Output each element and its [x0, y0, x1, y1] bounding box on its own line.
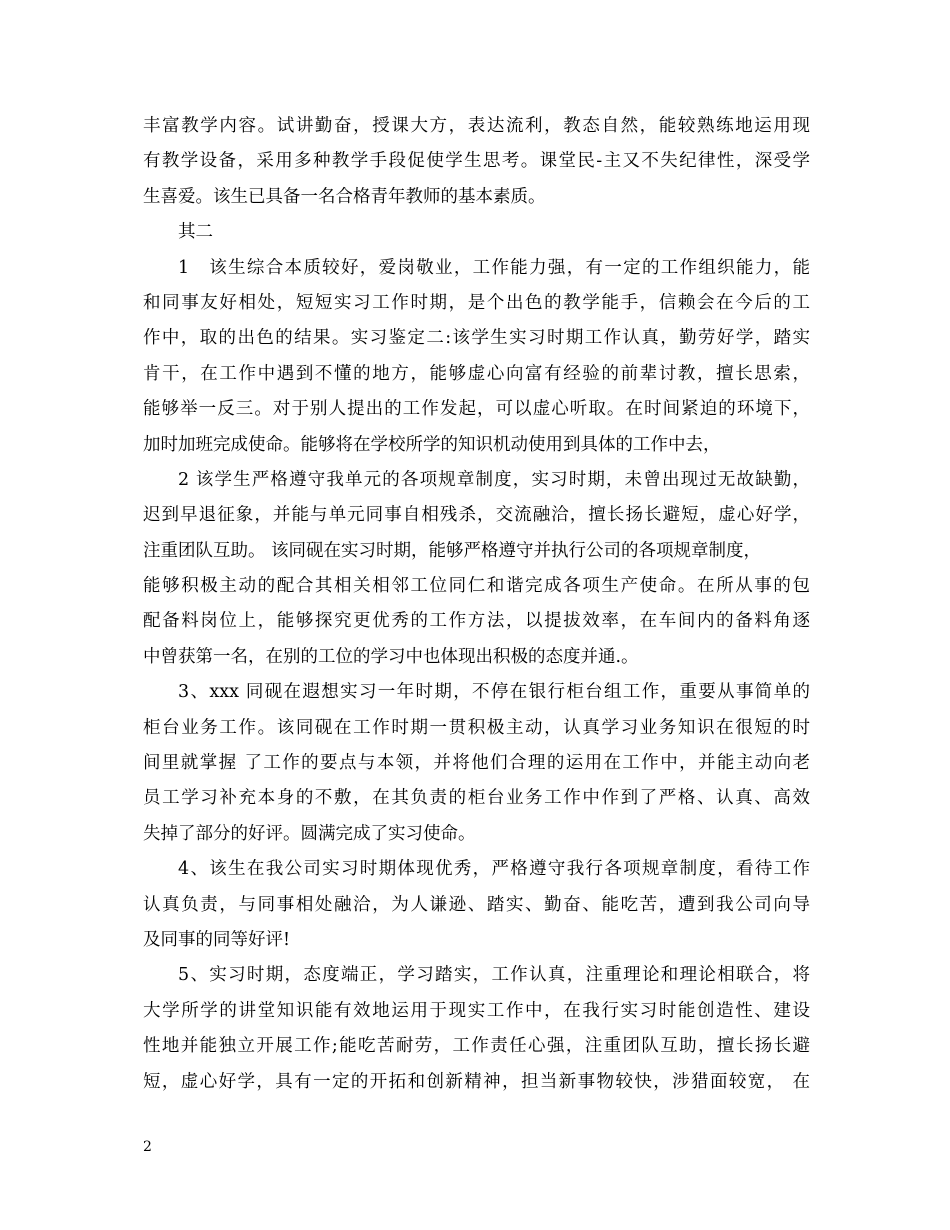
- text-line: 丰富教学内容。试讲勤奋，授课大方，表达流利，教态自然，能较熟练地运用现: [143, 116, 810, 136]
- text-line: 认真负责，与同事相处融洽，为人谦逊、踏实、勤奋、能吃苦，遭到我公司向导: [143, 894, 810, 915]
- text-line: 中曾获第一名，在别的工位的学习中也体现出积极的态度并通.。: [143, 646, 639, 667]
- text-line: 1 该生综合本质较好，爱岗敬业，工作能力强，有一定的工作组织能力，能: [178, 257, 810, 278]
- text-line: 及同事的同等好评!: [143, 929, 291, 950]
- text-line: 大学所学的讲堂知识能有效地运用于现实工作中，在我行实习时能创造性、建设: [143, 1000, 810, 1021]
- text-line: 能够积极主动的配合其相关相邻工位同仁和谐完成各项生产使命。在所从事的包: [143, 576, 810, 597]
- text-line: 员工学习补充本身的不敷，在其负责的柜台业务工作中作到了严格、认真、高效: [143, 788, 810, 809]
- text-line: 有教学设备，采用多种教学手段促使学生思考。课堂民-主又不失纪律性，深受学: [143, 151, 810, 172]
- text-line: 短，虚心好学，具有一定的开拓和创新精神，担当新事物较快，涉猎面较宽， 在: [143, 1071, 810, 1092]
- text-line: 迟到早退征象，并能与单元同事自相残杀，交流融洽，擅长扬长避短，虚心好学，: [143, 505, 810, 526]
- text-line: 生喜爱。该生已具备一名合格青年教师的基本素质。: [143, 186, 546, 207]
- text-line: 配备料岗位上，能够探究更优秀的工作方法，以提拔效率，在车间内的备料角逐: [143, 611, 810, 632]
- text-line: 5、实习时期，态度端正，学习踏实，工作认真，注重理论和理论相联合，将: [178, 965, 810, 986]
- text-line: 加时加班完成使命。能够将在学校所学的知识机动使用到具体的工作中去，: [143, 434, 721, 455]
- document-body: [143, 109, 810, 1100]
- text-line: 3、xxx 同砚在遐想实习一年时期，不停在银行柜台组工作，重要从事简单的: [178, 682, 810, 703]
- text-line: 作中，取的出色的结果。实习鉴定二:该学生实习时期工作认真，勤劳好学，踏实: [143, 328, 810, 349]
- text-line: 柜台业务工作。该同砚在工作时期一贯积极主动，认真学习业务知识在很短的时: [143, 717, 810, 738]
- text-line: 4、该生在我公司实习时期体现优秀，严格遵守我行各项规章制度，看待工作: [178, 859, 810, 880]
- text-line: 失掉了部分的好评。圆满完成了实习使命。: [143, 823, 476, 844]
- text-line: 和同事友好相处，短短实习工作时期，是个出色的教学能手，信赖会在今后的工: [143, 292, 810, 313]
- text-line: 肯干，在工作中遇到不懂的地方，能够虚心向富有经验的前辈讨教，擅长思索，: [143, 363, 810, 384]
- text-line: 间里就掌握 了工作的要点与本领，并将他们合理的运用在工作中，并能主动向老: [143, 753, 810, 774]
- text-line: 性地并能独立开展工作;能吃苦耐劳，工作责任心强，注重团队互助，擅长扬长避: [143, 1036, 810, 1057]
- page-number: 2: [143, 1139, 152, 1155]
- text-line: 能够举一反三。对于别人提出的工作发起，可以虚心听取。在时间紧迫的环境下，: [143, 399, 810, 420]
- text-line: 2 该学生严格遵守我单元的各项规章制度，实习时期，未曾出现过无故缺勤，: [178, 469, 810, 490]
- text-line: 其二: [178, 222, 213, 243]
- text-line: 注重团队互助。 该同砚在实习时期，能够严格遵守并执行公司的各项规章制度，: [143, 540, 762, 561]
